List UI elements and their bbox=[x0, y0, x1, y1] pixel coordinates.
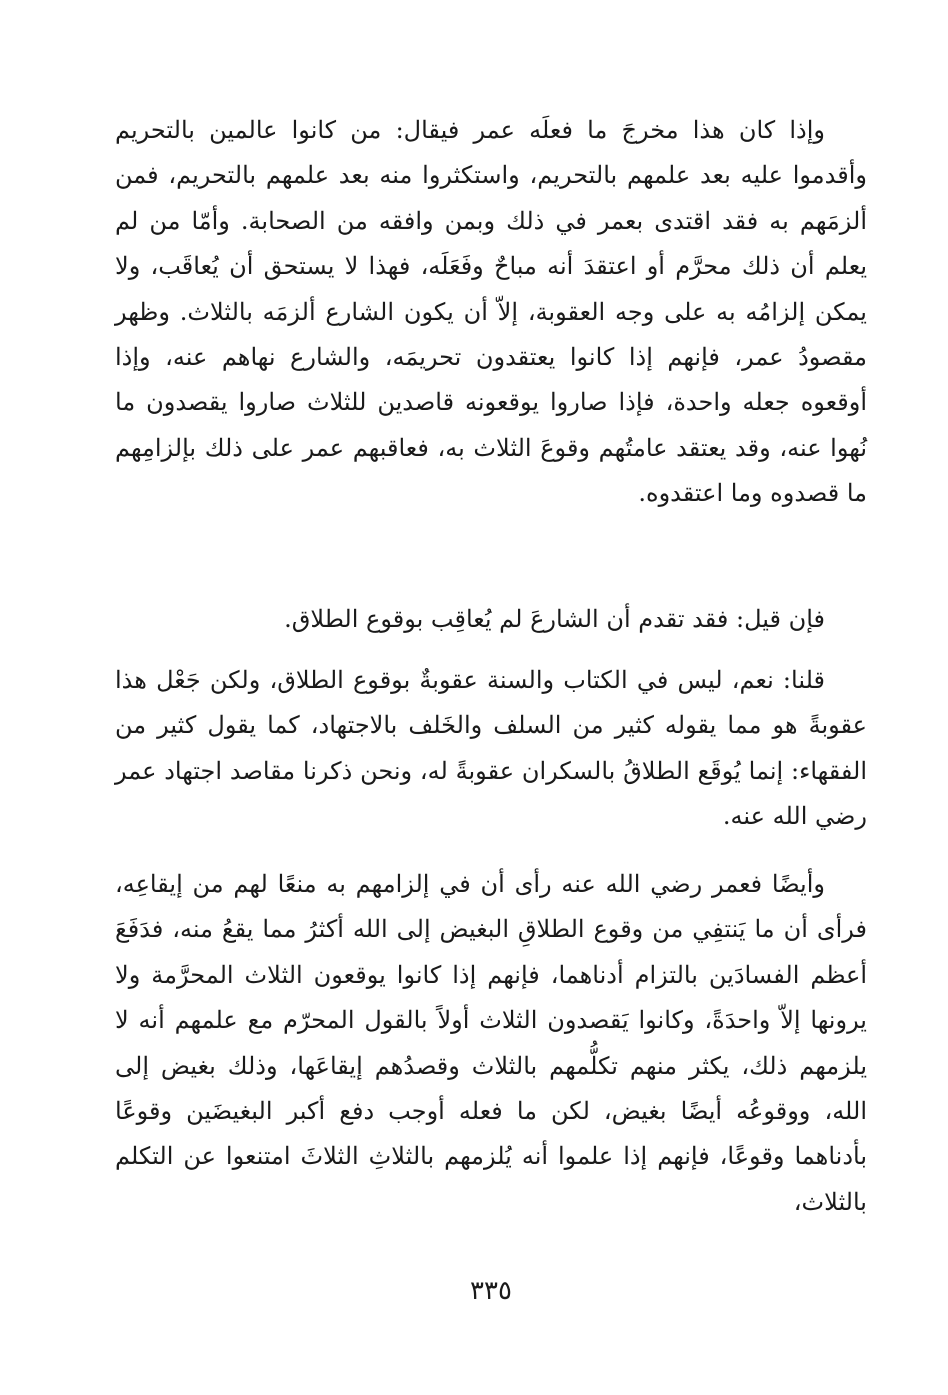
paragraph-1: وإذا كان هذا مخرجَ ما فعلَه عمر فيقال: من كانوا عالمين بالتحريم وأقدموا عليه بعد علمهم بالتحريم، واستكثروا منه بعد علمهم بالتحريم، فمن ألزمَهم به فقد اقتدى بعمر في ذلك وبمن وافقه من الصحابة. وأمّا من لم يعلم أن ذلك محرَّم أو اعتقدَ أنه مباحٌ وفَعَلَه، فهذا لا يستحق أن يُعاقَب، ولا يمكن إلزامُه به على وجه العقوبة، إلاّ أن يكون الشارع ألزمَه بالثلاث. وظهر مقصودُ عمر، فإنهم إذا كانوا يعتقدون تحريمَه، والشارع نهاهم عنه، وإذا أوقعوه جعله واحدة، فإذا صاروا يوقعونه قاصدين للثلاث صاروا يقصدون ما نُهوا عنه، وقد يعتقد عامتُهم وقوعَ الثلاث به، فعاقبهم عمر على ذلك بإلزامِهم ما قصدوه وما اعتقدوه. bbox=[115, 116, 867, 508]
paragraph-3: قلنا: نعم، ليس في الكتاب والسنة عقوبةٌ بوقوع الطلاق، ولكن جَعْل هذا عقوبةً هو مما يقوله كثير من السلف والخَلف بالاجتهاد، كما يقول كثير من الفقهاء: إنما يُوقَع الطلاقُ بالسكران عقوبةً له، ونحن ذكرنا مقاصد اجتهاد عمر رضي الله عنه. bbox=[115, 666, 867, 831]
paragraph-4: وأيضًا فعمر رضي الله عنه رأى أن في إلزامهم به منعًا لهم من إيقاعِه، فرأى أن ما يَنتفِي من وقوع الطلاقِ البغيض إلى الله أكثرُ مما يقعُ منه، فدَفَعَ أعظم الفسادَين بالتزام أدناهما، فإنهم إذا كانوا يوقعون الثلاث المحرَّمة ولا يرونها إلاّ واحدَةً، وكانوا يَقصدون الثلاث أولاً بالقول المحرّم مع علمهم أنه لا يلزمهم ذلك، يكثر منهم تكلُّمهم بالثلاث وقصدُهم إيقاعَها، وذلك بغيض إلى الله، ووقوعُه أيضًا بغيض، لكن ما فعله أوجب دفع أكبر البغيضَين وقوعًا بأدناهما وقوعًا، فإنهم إذا علموا أنه يُلزمهم بالثلاثِ الثلاثَ امتنعوا عن التكلم بالثلاث، bbox=[115, 870, 867, 1216]
document-page bbox=[115, 0, 867, 1395]
page-number: ٣٣٥ bbox=[470, 1276, 512, 1306]
paragraph-2: فإن قيل: فقد تقدم أن الشارعَ لم يُعاقِب بوقوع الطلاق. bbox=[284, 605, 825, 633]
